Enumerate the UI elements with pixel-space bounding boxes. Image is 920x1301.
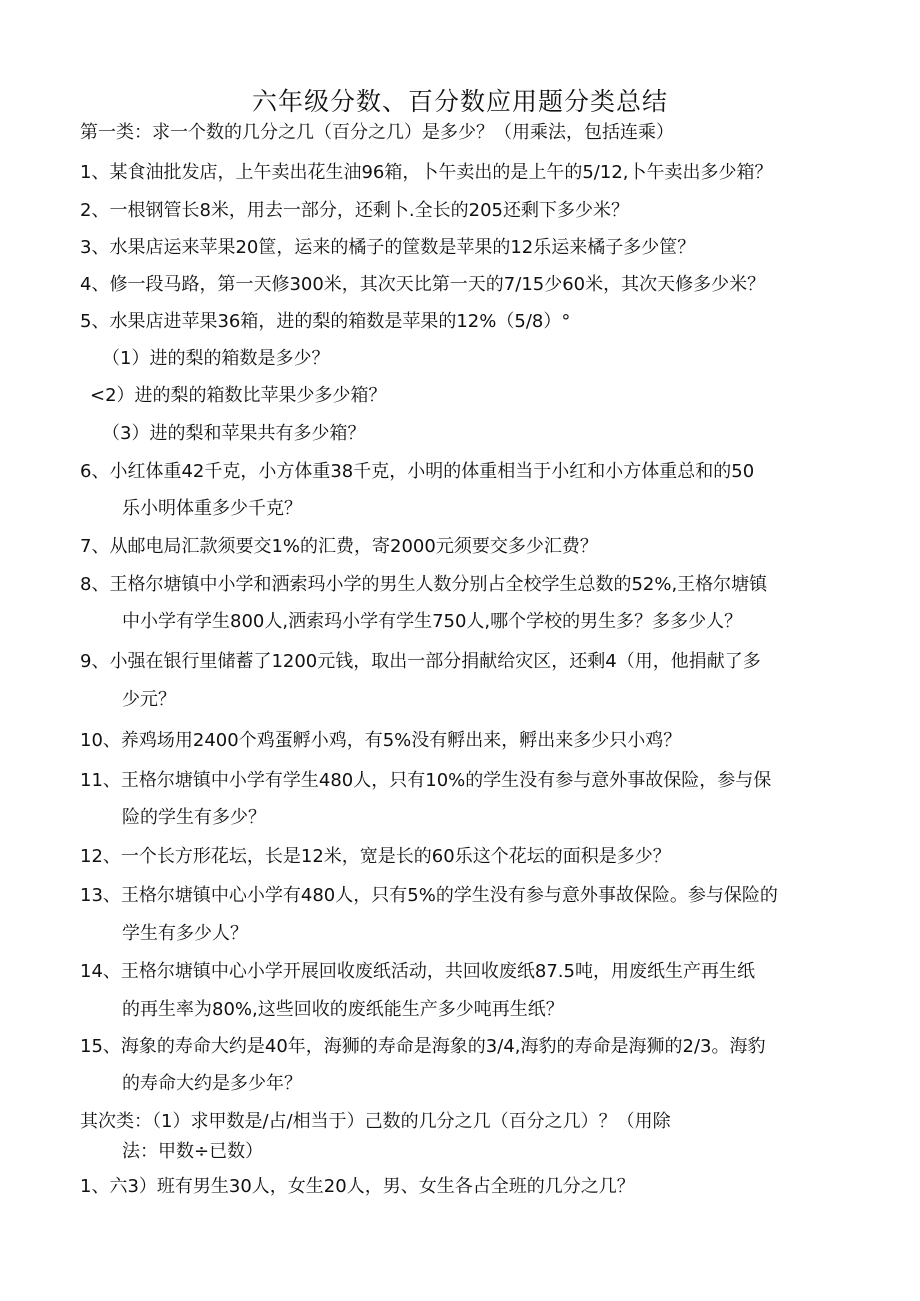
question-3: 3、水果店运来苹果20筐，运来的橘子的筐数是苹果的12乐运来橘子多少筐？ — [80, 237, 696, 258]
question-5-part-3: （3）进的梨和苹果共有多少箱？ — [102, 423, 366, 444]
question-11-line-2: 险的学生有多少？ — [122, 807, 266, 828]
question-13-line-2: 学生有多少人？ — [122, 923, 248, 944]
question-5-part-1: （1）进的梨的箱数是多少？ — [102, 348, 330, 369]
question-15-line-2: 的寿命大约是多少年？ — [122, 1073, 302, 1094]
question-5: 5、水果店进苹果36箱，进的梨的箱数是苹果的12%（5/8）° — [80, 311, 571, 332]
question-14-line-2: 的再生率为80%,这些回收的废纸能生产多少吨再生纸？ — [122, 999, 564, 1020]
category-2-question-1: 1、六3）班有男生30人，女生20人，男、女生各占全班的几分之几？ — [80, 1176, 635, 1197]
question-8-line-1: 8、王格尔塘镇中小学和洒索玛小学的男生人数分别占全校学生总数的52%,王格尔塘镇 — [80, 574, 768, 595]
question-11-line-1: 11、王格尔塘镇中小学有学生480人，只有10%的学生没有参与意外事故保险，参与保 — [80, 770, 772, 791]
question-9-line-2: 少元？ — [122, 689, 176, 710]
question-1: 1、某食油批发店，上午卖出花生油96箱，卜午卖出的是上午的5/12,卜午卖出多少箱？ — [80, 162, 773, 183]
question-7: 7、从邮电局汇款须要交1%的汇费，寄2000元须要交多少汇费？ — [80, 536, 598, 557]
page-title: 六年级分数、百分数应用题分类总结 — [251, 87, 668, 116]
question-9-line-1: 9、小强在银行里储蓄了1200元钱，取出一部分捐献给灾区，还剩4（用，他捐献了多 — [80, 651, 761, 672]
question-6-line-1: 6、小红体重42千克，小方体重38千克，小明的体重相当于小红和小方体重总和的50 — [80, 461, 755, 482]
question-6-line-2: 乐小明体重多少千克？ — [122, 498, 302, 519]
category-1-heading: 第一类：求一个数的几分之几（百分之几）是多少？（用乘法，包括连乘） — [80, 122, 674, 143]
question-13-line-1: 13、王格尔塘镇中心小学有480人，只有5%的学生没有参与意外事故保险。参与保险的 — [80, 885, 778, 906]
category-2-heading-line-1: 其次类：（1）求甲数是/占/相当于）己数的几分之几（百分之几）？（用除 — [80, 1111, 671, 1132]
question-10: 10、养鸡场用2400个鸡蛋孵小鸡，有5%没有孵出来，孵出来多少只小鸡？ — [80, 730, 682, 751]
category-2-heading-line-2: 法：甲数÷已数） — [122, 1141, 264, 1162]
question-5-part-2: <2）进的梨的箱数比苹果少多少箱？ — [90, 385, 387, 406]
question-2: 2、一根钢管长8米，用去一部分，还剩卜.全长的205还剩下多少米？ — [80, 200, 629, 221]
question-8-line-2: 中小学有学生800人,洒索玛小学有学生750人,哪个学校的男生多？多多少人？ — [122, 611, 743, 632]
question-4: 4、修一段马路，第一天修300米，其次天比第一天的7/15少60米，其次天修多少米？ — [80, 274, 766, 295]
question-12: 12、一个长方形花坛，长是12米，宽是长的60乐这个花坛的面积是多少？ — [80, 846, 671, 867]
question-14-line-1: 14、王格尔塘镇中心小学开展回收废纸活动，共回收废纸87.5吨，用废纸生产再生纸 — [80, 961, 755, 982]
question-15-line-1: 15、海象的寿命大约是40年，海狮的寿命是海象的3/4,海豹的寿命是海狮的2/3。海豹 — [80, 1036, 766, 1057]
